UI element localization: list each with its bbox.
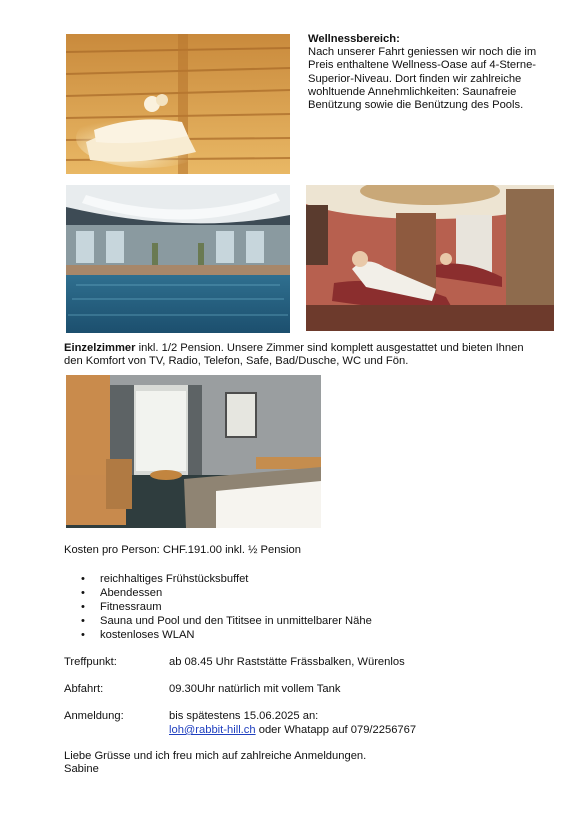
list-item: • kostenloses WLAN: [64, 628, 484, 642]
relaxation-room-photo: [306, 185, 554, 331]
list-item: • reichhaltiges Frühstücksbuffet: [64, 572, 484, 586]
price-text: Kosten pro Person: CHF.191.00 inkl. ½ Pension: [64, 544, 301, 556]
departure-label: Abfahrt:: [64, 683, 104, 695]
email-link[interactable]: loh@rabbit-hill.ch: [169, 724, 256, 736]
wellness-section: [308, 33, 553, 112]
list-item: • Abendessen: [64, 586, 484, 600]
room-heading: Einzelzimmer: [64, 342, 136, 354]
signup-phone: oder Whatapp auf 079/2256767: [255, 724, 417, 736]
sauna-photo: [66, 34, 290, 174]
meeting-label: Treffpunkt:: [64, 656, 117, 668]
list-item: • Sauna und Pool und den Tititsee in unmittelbarer Nähe: [64, 614, 484, 628]
signup-contact: [169, 724, 416, 738]
pool-photo: [66, 185, 290, 333]
wellness-heading: Wellnessbereich:: [308, 33, 400, 45]
meeting-value: ab 08.45 Uhr Raststätte Frässbalken, Würenlos: [169, 656, 405, 668]
list-item: • Fitnessraum: [64, 600, 484, 614]
room-text: inkl. 1/2 Pension. Unsere Zimmer sind komplett ausgestattet und bieten Ihnen den Komfort von TV, Radio, Telefon, Safe, Bad/Dusche, WC und Fön.: [64, 342, 524, 368]
closing-section: [64, 750, 366, 776]
signup-value: bis spätestens 15.06.2025 an:: [169, 710, 319, 722]
departure-value: 09.30Uhr natürlich mit vollem Tank: [169, 683, 341, 695]
room-paragraph: [64, 342, 544, 368]
closing-name: Sabine: [64, 763, 99, 776]
hotel-room-photo: [66, 375, 321, 528]
price-line: [64, 544, 301, 557]
included-list: [64, 572, 484, 642]
closing-greeting: Liebe Grüsse und ich freu mich auf zahlreiche Anmeldungen.: [64, 750, 367, 762]
signup-label: Anmeldung:: [64, 710, 124, 722]
room-section: [64, 342, 544, 368]
wellness-text: Nach unserer Fahrt geniessen wir noch die im Preis enthaltene Wellness-Oase auf 4-Sterne-Superior-Niveau. Dort finden wir zahlreiche wohltuende Annehmlichkeiten: Saunafreie Benützung sowie die Benützung des Pools.: [308, 46, 537, 112]
